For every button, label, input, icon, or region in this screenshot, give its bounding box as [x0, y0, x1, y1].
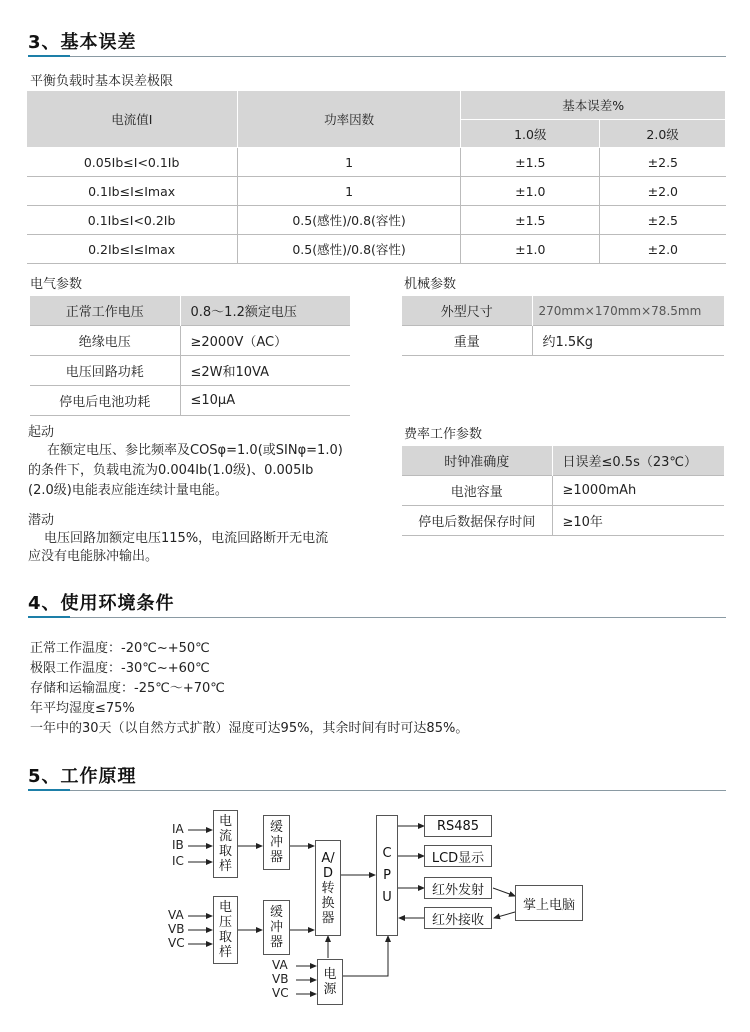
param-value: 日误差≤0.5s（23℃）	[552, 446, 724, 476]
cell-class2: ±2.0	[600, 235, 726, 264]
power-input-va: VA	[272, 958, 288, 972]
creep-line: 电压回路加额定电压115%，电流回路断开无电流	[44, 531, 329, 546]
input-label-ia: IA	[172, 822, 184, 836]
startup-line: (2.0级)电能表应能连续计量电能。	[28, 483, 228, 498]
input-label-vb: VB	[168, 922, 185, 936]
cell-pf: 0.5(感性)/0.8(容性)	[237, 235, 461, 264]
input-label-ib: IB	[172, 838, 184, 852]
buffer-block-1: 缓冲器	[263, 815, 290, 870]
param-key: 时钟准确度	[444, 455, 510, 470]
tariff-title: 费率工作参数	[404, 427, 483, 442]
cell-class2: ±2.0	[600, 177, 726, 206]
section-3-title: 3、基本误差	[28, 32, 137, 53]
param-value: 约1.5Kg	[532, 326, 724, 356]
env-line: 正常工作温度：-20℃~+50℃	[30, 641, 210, 656]
cpu-block: CPU	[376, 815, 398, 936]
cell-pf: 1	[237, 148, 461, 177]
env-line: 极限工作温度：-30℃~+60℃	[30, 661, 210, 676]
startup-title: 起动	[28, 425, 55, 440]
param-key: 绝缘电压	[78, 335, 131, 350]
startup-line: 的条件下，负载电流为0.004Ib(1.0级)、0.005Ib	[28, 463, 314, 478]
col-subheader-1: 1.0级	[461, 120, 600, 148]
cell-pf: 0.5(感性)/0.8(容性)	[237, 206, 461, 235]
adc-block: A/D转换器	[315, 840, 341, 936]
param-value: ≤2W和10VA	[180, 356, 350, 386]
creep-title: 潜动	[28, 513, 55, 528]
cell-class2: ±2.5	[600, 148, 726, 177]
power-input-vb: VB	[272, 972, 289, 986]
env-line: 一年中的30天（以自然方式扩散）湿度可达95%，其余时间有时可达85%。	[30, 721, 469, 736]
lcd-block: LCD显示	[424, 845, 492, 867]
col-header-pf: 功率因数	[237, 91, 461, 148]
cell-pf: 1	[237, 177, 461, 206]
error-table-caption: 平衡负载时基本误差极限	[30, 74, 174, 89]
param-value: 0.8～1.2额定电压	[180, 296, 350, 326]
input-label-ic: IC	[172, 854, 184, 868]
input-label-vc: VC	[168, 936, 185, 950]
cell-current: 0.05Ib≤I<0.1Ib	[27, 148, 238, 177]
mechanical-title: 机械参数	[404, 277, 457, 292]
electrical-title: 电气参数	[30, 277, 83, 292]
cell-current: 0.1Ib≤I≤Imax	[27, 177, 238, 206]
ir-transmit-block: 红外发射	[424, 877, 492, 899]
param-key: 电压回路功耗	[65, 365, 144, 380]
cell-class2: ±2.5	[600, 206, 726, 235]
param-value: ≥2000V（AC）	[180, 326, 350, 356]
handheld-computer-block: 掌上电脑	[515, 885, 583, 921]
power-input-vc: VC	[272, 986, 289, 1000]
col-header-current: 电流值I	[27, 91, 238, 148]
current-sampler-block: 电流取样	[213, 810, 238, 878]
power-block: 电源	[317, 959, 343, 1005]
param-key: 重量	[453, 335, 480, 350]
cell-class1: ±1.0	[461, 235, 600, 264]
cell-current: 0.2Ib≤I≤Imax	[27, 235, 238, 264]
param-key: 外型尺寸	[440, 305, 493, 320]
buffer-block-2: 缓冲器	[263, 900, 290, 955]
section-5-title: 5、工作原理	[28, 766, 137, 787]
param-value: ≤10μA	[180, 386, 350, 416]
param-value: ≥10年	[552, 506, 724, 536]
cell-current: 0.1Ib≤I<0.2Ib	[27, 206, 238, 235]
cell-class1: ±1.5	[461, 148, 600, 177]
section-4-title: 4、使用环境条件	[28, 593, 175, 614]
env-line: 存储和运输温度：-25℃～+70℃	[30, 681, 225, 696]
col-subheader-2: 2.0级	[600, 120, 726, 148]
col-header-error: 基本误差%	[461, 91, 726, 120]
param-value: ≥1000mAh	[552, 476, 724, 506]
cell-class1: ±1.0	[461, 177, 600, 206]
param-key: 停电后电池功耗	[59, 395, 151, 410]
ir-receive-block: 红外接收	[424, 907, 492, 929]
param-key: 电池容量	[450, 485, 503, 500]
env-line: 年平均湿度≤75%	[30, 701, 135, 716]
cell-class1: ±1.5	[461, 206, 600, 235]
input-label-va: VA	[168, 908, 184, 922]
creep-line: 应没有电能脉冲输出。	[28, 549, 159, 564]
param-key: 正常工作电压	[65, 305, 144, 320]
voltage-sampler-block: 电压取样	[213, 896, 238, 964]
rs485-block: RS485	[424, 815, 492, 837]
param-key: 停电后数据保存时间	[418, 515, 536, 530]
startup-line: 在额定电压、参比频率及COSφ=1.0(或SINφ=1.0)	[47, 443, 343, 458]
param-value: 270mm×170mm×78.5mm	[532, 296, 724, 326]
